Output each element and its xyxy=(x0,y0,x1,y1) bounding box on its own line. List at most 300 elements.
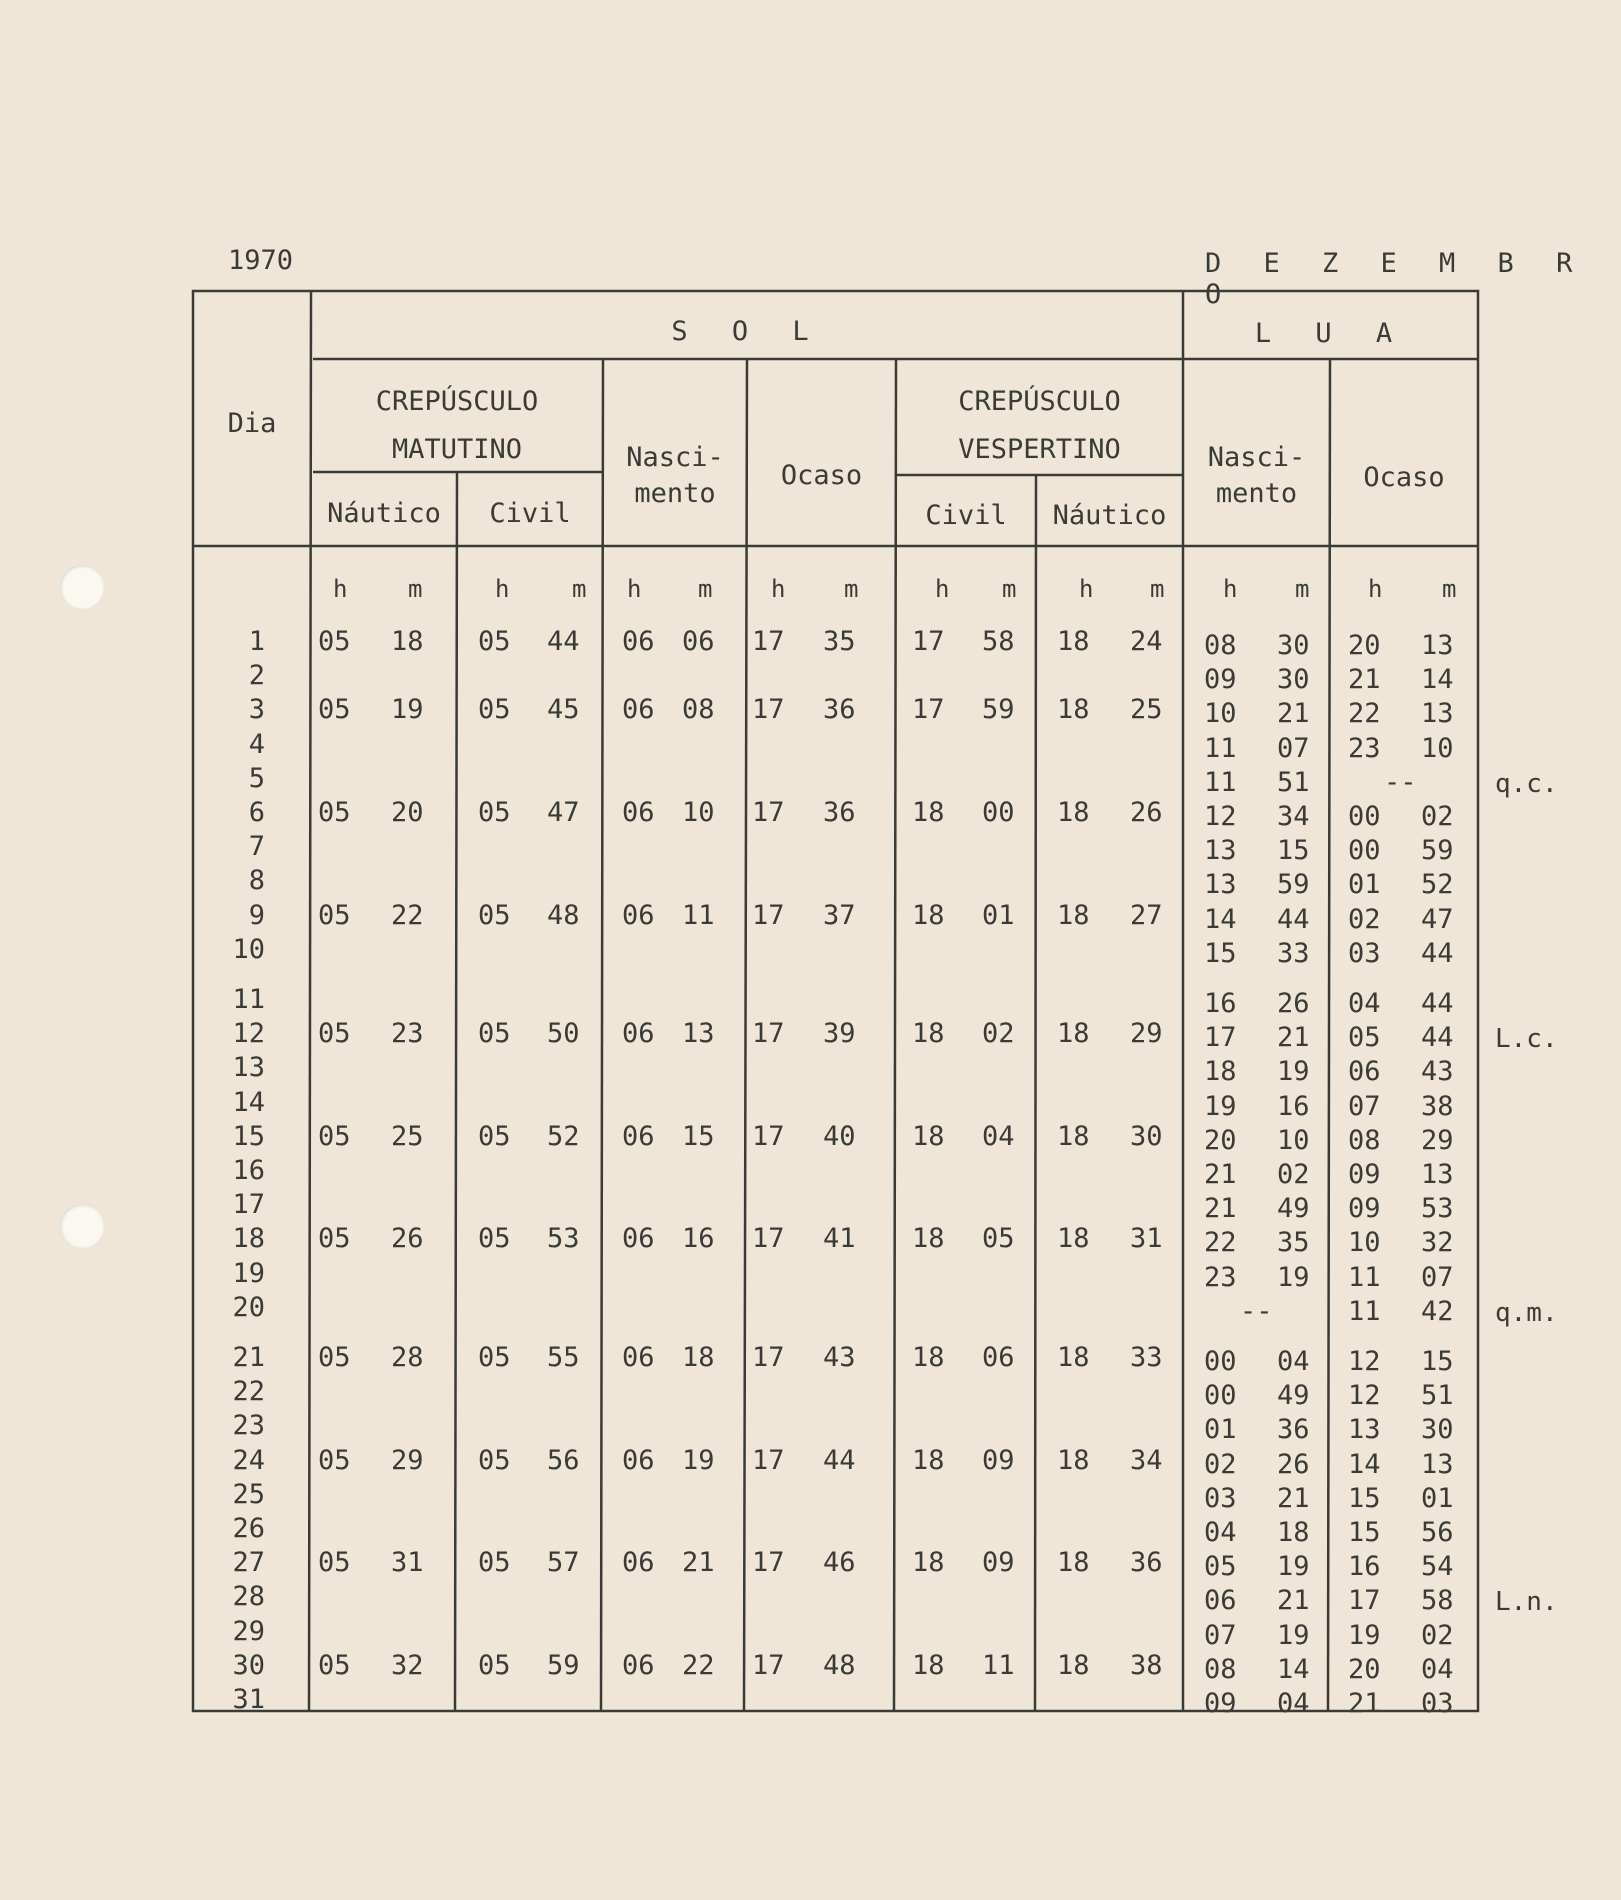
lua-nascimento-h-cell: 17 xyxy=(1204,1022,1237,1054)
sol-nautico-vesp-h-cell: 18 xyxy=(1057,694,1090,726)
sol-civil-h-cell: 05 xyxy=(478,1120,511,1152)
day-number: 10 xyxy=(232,933,265,965)
lua-nascimento-h-cell: 05 xyxy=(1204,1551,1237,1583)
day-number: 27 xyxy=(232,1547,265,1579)
day-number: 11 xyxy=(232,984,265,1015)
lua-ocaso-h-cell: 12 xyxy=(1348,1346,1381,1377)
lua-ocaso-m-cell: 15 xyxy=(1421,1346,1454,1377)
day-number: 7 xyxy=(248,831,265,863)
sol-nautico-vesp-m-cell: 27 xyxy=(1130,899,1163,931)
month: D E Z E M B R O xyxy=(1205,248,1586,310)
lua-nascimento-h-cell: 18 xyxy=(1204,1056,1237,1088)
lua-ocaso-h-cell: 06 xyxy=(1348,1056,1381,1088)
day-number: 31 xyxy=(232,1684,265,1715)
lua-ocaso-h-cell: 00 xyxy=(1348,801,1381,832)
lua-nascimento-h-cell: 21 xyxy=(1204,1159,1237,1190)
sol-civil-vesp-h-cell: 18 xyxy=(912,1223,945,1255)
sol-ocaso-h-cell: 17 xyxy=(752,1018,785,1050)
lua-ocaso-m-cell: 58 xyxy=(1421,1585,1454,1617)
lua-nascimento-h-cell: 08 xyxy=(1204,630,1237,661)
year: 1970 xyxy=(228,245,294,276)
sol-ocaso-m-cell: 37 xyxy=(823,899,856,931)
lua-ocaso-h-cell: 16 xyxy=(1348,1551,1381,1583)
sol-nautico-vesp-m-cell: 33 xyxy=(1130,1342,1163,1373)
sol-nascimento-m-cell: 15 xyxy=(682,1120,715,1152)
sol-nascimento-h-cell: 06 xyxy=(622,694,655,726)
lua-ocaso-m-cell: 42 xyxy=(1421,1295,1454,1327)
sol-nautico-h-cell: 05 xyxy=(318,1649,351,1681)
lua-ocaso-m-cell: 02 xyxy=(1421,801,1454,832)
sol-civil-vesp-h-cell: 18 xyxy=(912,1547,945,1579)
lua-ocaso-m-cell: 43 xyxy=(1421,1056,1454,1088)
sol-nautico-m-cell: 29 xyxy=(391,1444,424,1476)
lua-nascimento-h-cell: 15 xyxy=(1204,937,1237,969)
lua-ocaso-h-cell: 11 xyxy=(1348,1261,1381,1293)
sol-matutino-nautico-header: Náutico xyxy=(327,498,441,529)
lua-ocaso-h-cell: 22 xyxy=(1348,698,1381,730)
lua-ocaso-h-cell: 21 xyxy=(1348,664,1381,696)
m-label: m xyxy=(1002,575,1017,603)
day-number: 16 xyxy=(232,1155,265,1186)
lua-ocaso-h-cell: 04 xyxy=(1348,988,1381,1019)
lua-nascimento-m-cell: 14 xyxy=(1277,1653,1310,1685)
sol-matutino-civil-header: Civil xyxy=(489,498,571,529)
sol-nautico-vesp-h-cell: 18 xyxy=(1057,1444,1090,1476)
lua-nascimento-m-cell: 30 xyxy=(1277,630,1310,661)
sol-nascimento-m-cell: 10 xyxy=(682,797,715,828)
lua-nascimento-m-cell: 18 xyxy=(1277,1517,1310,1548)
sol-civil-vesp-m-cell: 05 xyxy=(982,1223,1015,1255)
sol-nautico-vesp-h-cell: 18 xyxy=(1057,1342,1090,1373)
lua-nascimento-h-cell: 07 xyxy=(1204,1619,1237,1651)
sol-ocaso-h-cell: 17 xyxy=(752,1342,785,1373)
sol-ocaso-m-cell: 36 xyxy=(823,694,856,726)
sol-civil-h-cell: 05 xyxy=(478,1547,511,1579)
lua-nascimento-m-cell: 49 xyxy=(1277,1193,1310,1225)
lua-ocaso-h-cell: 14 xyxy=(1348,1448,1381,1480)
sol-nascimento-h-cell: 06 xyxy=(622,1018,655,1050)
day-number: 4 xyxy=(248,728,265,760)
sol-civil-vesp-m-cell: 06 xyxy=(982,1342,1015,1373)
sol-nautico-h-cell: 05 xyxy=(318,1018,351,1050)
sol-nautico-h-cell: 05 xyxy=(318,1120,351,1152)
sol-nautico-h-cell: 05 xyxy=(318,626,351,657)
lua-nascimento-h-cell: 02 xyxy=(1204,1448,1237,1480)
lua-ocaso-h-cell: 09 xyxy=(1348,1159,1381,1190)
h-label: h xyxy=(1079,575,1094,603)
lua-nascimento-m-cell: 34 xyxy=(1277,801,1310,832)
lua-ocaso-m-cell: 32 xyxy=(1421,1227,1454,1259)
crepusculo-vespertino-line1: CREPÚSCULO xyxy=(958,386,1121,417)
lua-ocaso-m-cell: 44 xyxy=(1421,937,1454,969)
lua-ocaso-m-cell: 07 xyxy=(1421,1261,1454,1293)
sol-nascimento-h-cell: 06 xyxy=(622,797,655,828)
lua-ocaso-header: Ocaso xyxy=(1363,462,1445,493)
sol-nascimento-m-cell: 21 xyxy=(682,1547,715,1579)
sol-civil-vesp-m-cell: 01 xyxy=(982,899,1015,931)
lua-nascimento-h-cell: 14 xyxy=(1204,903,1237,935)
sol-civil-h-cell: 05 xyxy=(478,626,511,657)
day-number: 12 xyxy=(232,1018,265,1050)
sol-nautico-vesp-m-cell: 30 xyxy=(1130,1120,1163,1152)
lua-ocaso-m-cell: 51 xyxy=(1421,1380,1454,1412)
lua-ocaso-h-cell: 20 xyxy=(1348,630,1381,661)
lua-ocaso-h-cell: 13 xyxy=(1348,1414,1381,1446)
sol-ocaso-h-cell: 17 xyxy=(752,797,785,828)
sol-civil-vesp-m-cell: 00 xyxy=(982,797,1015,828)
sol-civil-vesp-m-cell: 59 xyxy=(982,694,1015,726)
lua-nascimento-m-cell: 21 xyxy=(1277,1022,1310,1054)
lua-nascimento-h-cell: 22 xyxy=(1204,1227,1237,1259)
lua-ocaso-m-cell: 54 xyxy=(1421,1551,1454,1583)
sol-nautico-vesp-h-cell: 18 xyxy=(1057,1223,1090,1255)
lua-nascimento-h-cell: 19 xyxy=(1204,1090,1237,1122)
day-number: 14 xyxy=(232,1086,265,1118)
lua-nascimento-h-cell: 11 xyxy=(1204,766,1237,798)
sol-civil-h-cell: 05 xyxy=(478,1444,511,1476)
sol-nautico-m-cell: 32 xyxy=(391,1649,424,1681)
day-number: 1 xyxy=(248,626,265,657)
sol-nautico-vesp-m-cell: 34 xyxy=(1130,1444,1163,1476)
lua-nascimento-h-cell: -- xyxy=(1240,1295,1273,1327)
day-number: 6 xyxy=(248,797,265,828)
moon-phase-note: L.c. xyxy=(1495,1024,1558,1055)
sol-ocaso-m-cell: 40 xyxy=(823,1120,856,1152)
lua-nascimento-h-cell: 16 xyxy=(1204,988,1237,1019)
lua-nascimento-m-cell: 59 xyxy=(1277,869,1310,901)
lua-nascimento-h-cell: 09 xyxy=(1204,1688,1237,1719)
lua-ocaso-m-cell: 56 xyxy=(1421,1517,1454,1548)
sol-nautico-vesp-h-cell: 18 xyxy=(1057,626,1090,657)
sol-nautico-vesp-m-cell: 26 xyxy=(1130,797,1163,828)
sol-ocaso-m-cell: 35 xyxy=(823,626,856,657)
day-number: 3 xyxy=(248,694,265,726)
lua-nascimento-m-cell: 21 xyxy=(1277,1585,1310,1617)
sol-ocaso-h-cell: 17 xyxy=(752,694,785,726)
m-label: m xyxy=(572,575,587,603)
sol-ocaso-m-cell: 41 xyxy=(823,1223,856,1255)
lua-nascimento-m-cell: 04 xyxy=(1277,1688,1310,1719)
sol-civil-h-cell: 05 xyxy=(478,899,511,931)
crepusculo-matutino-line2: MATUTINO xyxy=(391,434,523,465)
lua-ocaso-m-cell: 59 xyxy=(1421,835,1454,867)
sol-ocaso-m-cell: 43 xyxy=(823,1342,856,1373)
h-label: h xyxy=(627,575,642,603)
sol-nautico-vesp-h-cell: 18 xyxy=(1057,1547,1090,1579)
lua-ocaso-h-cell: 19 xyxy=(1348,1619,1381,1651)
sol-nautico-vesp-m-cell: 29 xyxy=(1130,1018,1163,1050)
m-label: m xyxy=(844,575,859,603)
m-label: m xyxy=(408,575,423,603)
sol-vespertino-nautico-header: Náutico xyxy=(1052,500,1167,531)
crepusculo-matutino-line1: CREPÚSCULO xyxy=(375,386,539,417)
sol-nascimento-h-cell: 06 xyxy=(622,626,655,657)
lua-ocaso-h-cell: 21 xyxy=(1348,1688,1381,1719)
sol-civil-vesp-m-cell: 04 xyxy=(982,1120,1015,1152)
lua-nascimento-h-cell: 00 xyxy=(1204,1346,1237,1377)
day-number: 26 xyxy=(232,1513,265,1544)
day-number: 24 xyxy=(232,1444,265,1476)
lua-ocaso-m-cell: 01 xyxy=(1421,1482,1454,1514)
sol-civil-m-cell: 45 xyxy=(547,694,580,726)
sol-nautico-vesp-h-cell: 18 xyxy=(1057,1018,1090,1050)
sol-civil-m-cell: 52 xyxy=(547,1120,580,1152)
lua-nascimento-m-cell: 35 xyxy=(1277,1227,1310,1259)
sol-nautico-vesp-h-cell: 18 xyxy=(1057,1120,1090,1152)
sol-nautico-vesp-m-cell: 25 xyxy=(1130,694,1163,726)
sol-ocaso-h-cell: 17 xyxy=(752,1120,785,1152)
sol-nascimento-h-cell: 06 xyxy=(622,899,655,931)
lua-nascimento-m-cell: 19 xyxy=(1277,1056,1310,1088)
lua-ocaso-m-cell: 53 xyxy=(1421,1193,1454,1225)
day-number: 15 xyxy=(232,1120,265,1152)
sol-civil-h-cell: 05 xyxy=(478,1342,511,1373)
sol-civil-m-cell: 53 xyxy=(547,1223,580,1255)
sol-nascimento-h-cell: 06 xyxy=(622,1649,655,1681)
lua-nascimento-m-cell: 30 xyxy=(1277,664,1310,696)
lua-ocaso-m-cell: 10 xyxy=(1421,732,1454,764)
sol-ocaso-h-cell: 17 xyxy=(752,1223,785,1255)
lua-ocaso-h-cell: 03 xyxy=(1348,937,1381,969)
lua-nascimento-h-cell: 13 xyxy=(1204,835,1237,867)
lua-nascimento-m-cell: 02 xyxy=(1277,1159,1310,1190)
sol-nautico-h-cell: 05 xyxy=(318,1444,351,1476)
sol-nautico-m-cell: 31 xyxy=(391,1547,424,1579)
sol-nautico-h-cell: 05 xyxy=(318,797,351,828)
lua-nascimento-h-cell: 00 xyxy=(1204,1380,1237,1412)
sol-nautico-vesp-m-cell: 38 xyxy=(1130,1649,1163,1681)
sol-nautico-vesp-h-cell: 18 xyxy=(1057,899,1090,931)
h-label: h xyxy=(333,575,348,603)
lua-nascimento-m-cell: 16 xyxy=(1277,1090,1310,1122)
lua-nascimento-m-cell: 21 xyxy=(1277,698,1310,730)
lua-nascimento-m-cell: 19 xyxy=(1277,1619,1310,1651)
lua-nascimento-h-cell: 11 xyxy=(1204,732,1237,764)
m-label: m xyxy=(698,575,713,603)
sol-nautico-h-cell: 05 xyxy=(318,1342,351,1373)
sol-ocaso-m-cell: 46 xyxy=(823,1547,856,1579)
lua-nascimento-h-cell: 08 xyxy=(1204,1653,1237,1685)
sol-nautico-m-cell: 19 xyxy=(391,694,424,726)
lua-nascimento-h-cell: 13 xyxy=(1204,869,1237,901)
lua-nascimento-h-cell: 06 xyxy=(1204,1585,1237,1617)
day-number: 9 xyxy=(248,899,265,931)
lua-ocaso-h-cell: 08 xyxy=(1348,1124,1381,1156)
sol-nascimento-h-cell: 06 xyxy=(622,1342,655,1373)
sol-nascimento-m-cell: 22 xyxy=(682,1649,715,1681)
sol-civil-vesp-m-cell: 09 xyxy=(982,1444,1015,1476)
sol-nascimento-m-cell: 16 xyxy=(682,1223,715,1255)
lua-ocaso-h-cell: 15 xyxy=(1348,1482,1381,1514)
sol-ocaso-h-cell: 17 xyxy=(752,1649,785,1681)
sol-civil-vesp-h-cell: 17 xyxy=(912,626,945,657)
sol-nautico-h-cell: 05 xyxy=(318,1223,351,1255)
sol-civil-m-cell: 55 xyxy=(547,1342,580,1373)
sol-nascimento-h-cell: 06 xyxy=(622,1547,655,1579)
lua-ocaso-m-cell: 47 xyxy=(1421,903,1454,935)
sol-civil-h-cell: 05 xyxy=(478,694,511,726)
sol-nautico-vesp-h-cell: 18 xyxy=(1057,1649,1090,1681)
lua-ocaso-h-cell: 17 xyxy=(1348,1585,1381,1617)
sol-civil-vesp-m-cell: 09 xyxy=(982,1547,1015,1579)
lua-ocaso-h-cell: 02 xyxy=(1348,903,1381,935)
day-number: 25 xyxy=(232,1478,265,1510)
day-number: 21 xyxy=(232,1342,265,1373)
sol-nautico-m-cell: 20 xyxy=(391,797,424,828)
sol-nascimento-h-cell: 06 xyxy=(622,1223,655,1255)
lua-ocaso-m-cell: 13 xyxy=(1421,1448,1454,1480)
sol-civil-vesp-h-cell: 18 xyxy=(912,899,945,931)
sol-nautico-m-cell: 25 xyxy=(391,1120,424,1152)
day-number: 22 xyxy=(232,1376,265,1408)
sol-civil-h-cell: 05 xyxy=(478,1649,511,1681)
h-label: h xyxy=(935,575,950,603)
sol-nautico-m-cell: 26 xyxy=(391,1223,424,1255)
lua-nascimento-header-line2: mento xyxy=(1215,478,1298,509)
sol-nautico-m-cell: 22 xyxy=(391,899,424,931)
lua-ocaso-m-cell: 30 xyxy=(1421,1414,1454,1446)
lua-nascimento-h-cell: 10 xyxy=(1204,698,1237,730)
sol-nautico-vesp-m-cell: 31 xyxy=(1130,1223,1163,1255)
lua-nascimento-m-cell: 44 xyxy=(1277,903,1310,935)
m-label: m xyxy=(1442,575,1457,603)
sol-civil-m-cell: 56 xyxy=(547,1444,580,1476)
sol-ocaso-m-cell: 36 xyxy=(823,797,856,828)
lua-ocaso-m-cell: 38 xyxy=(1421,1090,1454,1122)
sol-ocaso-m-cell: 48 xyxy=(823,1649,856,1681)
sol-civil-m-cell: 59 xyxy=(547,1649,580,1681)
sol-civil-vesp-h-cell: 18 xyxy=(912,1342,945,1373)
day-number: 18 xyxy=(232,1223,265,1255)
sol-civil-vesp-h-cell: 18 xyxy=(912,1120,945,1152)
sol-header: S O L xyxy=(671,316,823,347)
sol-nautico-vesp-m-cell: 24 xyxy=(1130,626,1163,657)
sol-ocaso-h-cell: 17 xyxy=(752,1547,785,1579)
sol-nautico-m-cell: 23 xyxy=(391,1018,424,1050)
lua-nascimento-header-line1: Nasci- xyxy=(1207,442,1306,473)
sol-civil-vesp-m-cell: 02 xyxy=(982,1018,1015,1050)
sol-nascimento-m-cell: 18 xyxy=(682,1342,715,1373)
sol-civil-m-cell: 48 xyxy=(547,899,580,931)
lua-ocaso-m-cell: 13 xyxy=(1421,698,1454,730)
sol-nascimento-h-cell: 06 xyxy=(622,1444,655,1476)
lua-ocaso-m-cell: 03 xyxy=(1421,1688,1454,1719)
h-label: h xyxy=(771,575,786,603)
sol-nautico-h-cell: 05 xyxy=(318,1547,351,1579)
lua-ocaso-m-cell: 02 xyxy=(1421,1619,1454,1651)
lua-nascimento-m-cell: 51 xyxy=(1277,766,1310,798)
sol-nautico-h-cell: 05 xyxy=(318,899,351,931)
day-number: 30 xyxy=(232,1649,265,1681)
lua-nascimento-m-cell: 04 xyxy=(1277,1346,1310,1377)
lua-ocaso-m-cell: 14 xyxy=(1421,664,1454,696)
sol-civil-vesp-h-cell: 18 xyxy=(912,1018,945,1050)
sol-nautico-m-cell: 28 xyxy=(391,1342,424,1373)
sol-civil-h-cell: 05 xyxy=(478,1223,511,1255)
day-number: 2 xyxy=(248,660,265,692)
sol-nautico-vesp-h-cell: 18 xyxy=(1057,797,1090,828)
sol-ocaso-h-cell: 17 xyxy=(752,899,785,931)
day-number: 19 xyxy=(232,1257,265,1289)
sol-nascimento-m-cell: 11 xyxy=(682,899,715,931)
lua-nascimento-m-cell: 36 xyxy=(1277,1414,1310,1446)
sol-civil-vesp-h-cell: 17 xyxy=(912,694,945,726)
lua-ocaso-h-cell: 11 xyxy=(1348,1295,1381,1327)
sol-nascimento-h-cell: 06 xyxy=(622,1120,655,1152)
day-number: 5 xyxy=(248,762,265,794)
h-label: h xyxy=(495,575,510,603)
sol-nautico-h-cell: 05 xyxy=(318,694,351,726)
lua-ocaso-m-cell: 52 xyxy=(1421,869,1454,901)
lua-ocaso-h-cell: 00 xyxy=(1348,835,1381,867)
sol-ocaso-m-cell: 39 xyxy=(823,1018,856,1050)
lua-ocaso-h-cell: 15 xyxy=(1348,1517,1381,1548)
lua-ocaso-h-cell: 20 xyxy=(1348,1653,1381,1685)
sol-civil-h-cell: 05 xyxy=(478,797,511,828)
sol-civil-m-cell: 57 xyxy=(547,1547,580,1579)
day-number: 20 xyxy=(232,1291,265,1323)
lua-nascimento-m-cell: 21 xyxy=(1277,1482,1310,1514)
day-number: 29 xyxy=(232,1615,265,1647)
sol-civil-h-cell: 05 xyxy=(478,1018,511,1050)
sol-civil-m-cell: 44 xyxy=(547,626,580,657)
lua-ocaso-m-cell: 13 xyxy=(1421,1159,1454,1190)
lua-nascimento-m-cell: 07 xyxy=(1277,732,1310,764)
sol-ocaso-h-cell: 17 xyxy=(752,626,785,657)
lua-nascimento-h-cell: 12 xyxy=(1204,801,1237,832)
sol-civil-m-cell: 47 xyxy=(547,797,580,828)
lua-ocaso-h-cell: 23 xyxy=(1348,732,1381,764)
lua-nascimento-m-cell: 33 xyxy=(1277,937,1310,969)
lua-nascimento-h-cell: 09 xyxy=(1204,664,1237,696)
sol-civil-vesp-h-cell: 18 xyxy=(912,1444,945,1476)
lua-nascimento-m-cell: 10 xyxy=(1277,1124,1310,1156)
lua-nascimento-m-cell: 26 xyxy=(1277,1448,1310,1480)
lua-ocaso-m-cell: 44 xyxy=(1421,988,1454,1019)
lua-ocaso-m-cell: 44 xyxy=(1421,1022,1454,1054)
day-number: 23 xyxy=(232,1410,265,1442)
lua-nascimento-m-cell: 15 xyxy=(1277,835,1310,867)
lua-nascimento-m-cell: 49 xyxy=(1277,1380,1310,1412)
sol-nascimento-m-cell: 19 xyxy=(682,1444,715,1476)
lua-ocaso-h-cell: 10 xyxy=(1348,1227,1381,1259)
lua-ocaso-h-cell: 09 xyxy=(1348,1193,1381,1225)
lua-ocaso-h-cell: 12 xyxy=(1348,1380,1381,1412)
sol-nascimento-header-line1: Nasci- xyxy=(626,442,724,473)
m-label: m xyxy=(1150,575,1165,603)
lua-header: L U A xyxy=(1254,318,1407,349)
sol-ocaso-m-cell: 44 xyxy=(823,1444,856,1476)
moon-phase-note: q.m. xyxy=(1495,1297,1558,1328)
lua-nascimento-h-cell: 01 xyxy=(1204,1414,1237,1446)
day-number: 13 xyxy=(232,1052,265,1084)
crepusculo-vespertino-line2: VESPERTINO xyxy=(958,434,1121,465)
day-number: 28 xyxy=(232,1581,265,1613)
sol-civil-vesp-m-cell: 58 xyxy=(982,626,1015,657)
day-number: 17 xyxy=(232,1189,265,1221)
lua-nascimento-m-cell: 19 xyxy=(1277,1551,1310,1583)
m-label: m xyxy=(1295,575,1310,603)
sol-civil-m-cell: 50 xyxy=(547,1018,580,1050)
sol-nascimento-m-cell: 06 xyxy=(682,626,715,657)
h-label: h xyxy=(1223,575,1238,603)
lua-nascimento-m-cell: 26 xyxy=(1277,988,1310,1019)
sol-nascimento-m-cell: 13 xyxy=(682,1018,715,1050)
sol-nascimento-m-cell: 08 xyxy=(682,694,715,726)
col-dia-header: Dia xyxy=(227,408,277,439)
sol-civil-vesp-h-cell: 18 xyxy=(912,797,945,828)
lua-ocaso-m-cell: 29 xyxy=(1421,1124,1454,1156)
